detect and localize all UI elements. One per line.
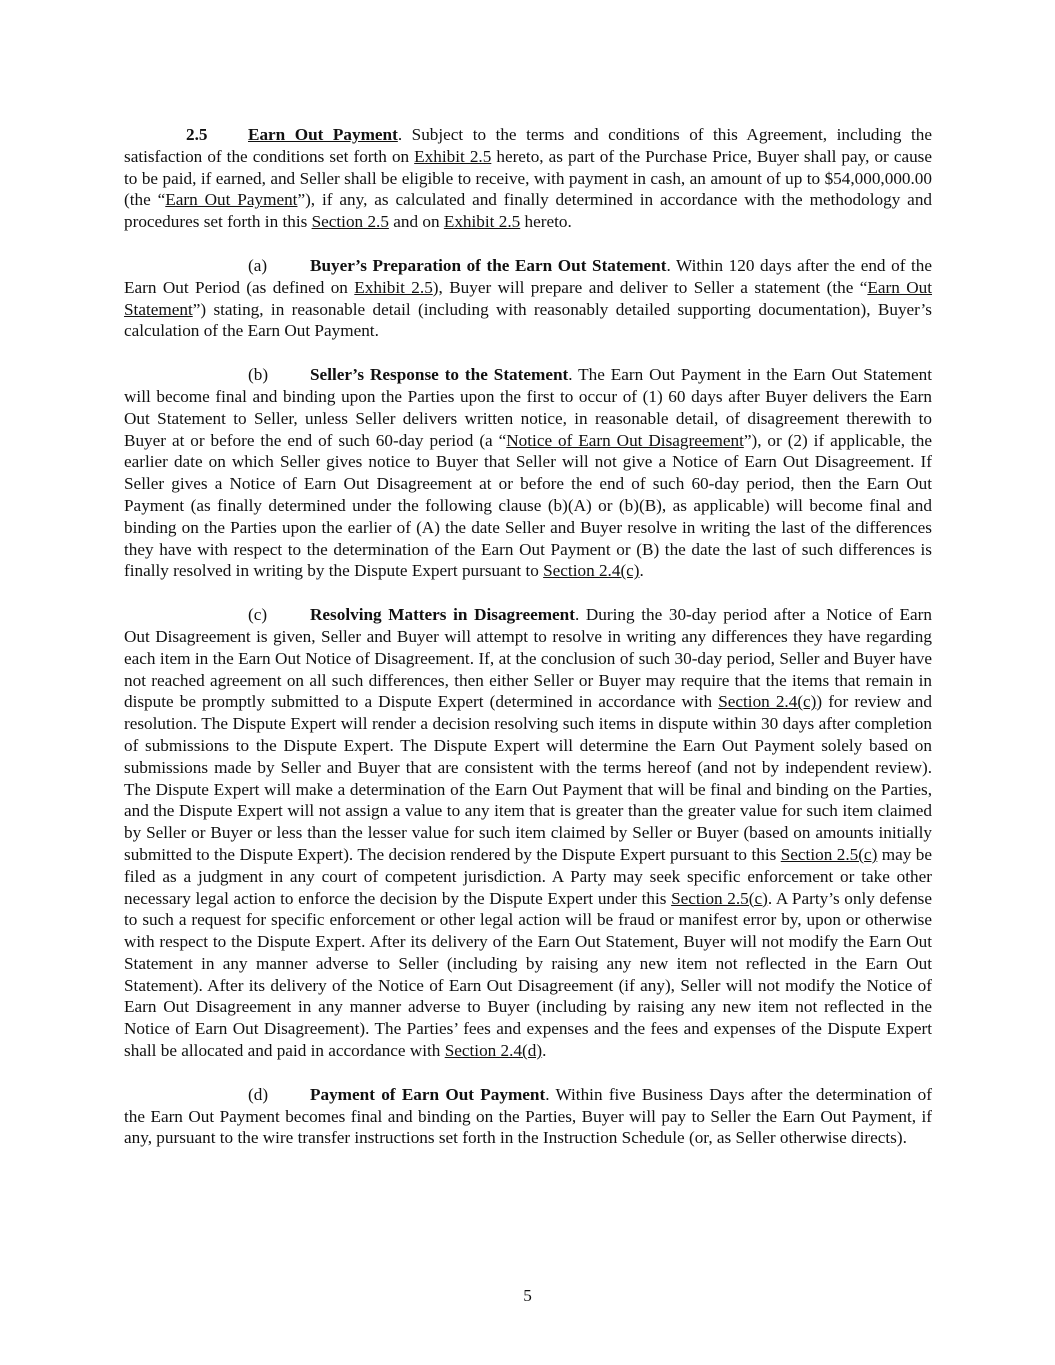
subsection-text: ”), or (2) if applicable, the earlier date on which Seller gives notice to Buyer that Seller will not give a Notice of Earn Out Disagreement. If Seller gives a Notice of Earn Out Disagreement at or before the end of such 60-day period, then the Earn Out Payment (as finally determined under the following clause (b)(A) or (b)(B), as applicable) will become final and binding on the Parties upon the earlier of (A) the date Seller and Buyer resolve in writing the last of the differences they have with respect to the determination of the Earn Out Payment or (B) the date the last of such differences is finally resolved in writing by the Dispute Expert pursuant to [124, 430, 932, 581]
subsection-text: . [639, 561, 644, 581]
subsection-c-paragraph [124, 604, 932, 1062]
subsection-d-paragraph [124, 1084, 932, 1149]
defined-term: Earn Out Payment [165, 190, 298, 210]
subsection-text: . Within 120 days after the end of the Earn Out Period (as defined on [124, 255, 932, 297]
subsection-a-paragraph [124, 255, 932, 342]
subsection-heading: Buyer’s Preparation of the Earn Out Statement [310, 255, 667, 275]
section-text: ”), if any, as calculated and finally determined in accordance with the methodology and procedures set forth in this [124, 190, 933, 232]
subsection-b-paragraph [124, 364, 932, 582]
section-text: . Subject to the terms and conditions of this Agreement, including the satisfaction of the conditions set forth on [124, 125, 932, 166]
subsection-text: . Within five Business Days after the determination of the Earn Out Payment becomes final and binding on the Parties, Buyer will pay to Seller the Earn Out Payment, if any, pursuant to the wire transfer instructions set forth in the Instruction Schedule (or, as Seller otherwise directs). [124, 1084, 933, 1148]
section-2-5-paragraph [124, 124, 932, 233]
subsection-heading: Seller’s Response to the Statement [310, 365, 569, 385]
cross-reference: Exhibit 2.5 [443, 212, 521, 232]
cross-reference: Exhibit 2.5 [414, 146, 492, 166]
cross-reference: Section 2.5(c) [780, 844, 878, 864]
subsection-text: ), Buyer will prepare and deliver to Seller a statement (the “ [432, 277, 868, 297]
subsection-label: (d) [248, 1084, 269, 1104]
subsection-label: (b) [248, 365, 269, 385]
defined-term: Notice of Earn Out Disagreement [506, 430, 744, 450]
cross-reference: Section 2.5 [311, 212, 389, 232]
section-text: hereto. [520, 212, 572, 232]
cross-reference: Section 2.5(c) [671, 888, 768, 908]
cross-reference: Exhibit 2.5 [354, 277, 433, 297]
document-page [124, 124, 932, 1171]
page-number: 5 [523, 1286, 532, 1305]
section-text: and on [388, 212, 444, 232]
subsection-text: ) for review and resolution. The Dispute Expert will render a decision resolving such items in dispute within 30 days after completion of submissions to the Dispute Expert. The Dispute Expert will determine the Earn Out Payment solely based on submissions made by Seller and Buyer that are consistent with the terms hereof (and not by independent review). The Dispute Expert will make a determination of the Earn Out Payment that will be final and binding on the Parties, and the Dispute Expert will not assign a value to any item that is greater than the greater value for such item claimed by Seller or Buyer or less than the lesser value for such item claimed by Seller or Buyer (based on amounts initially submitted to the Dispute Expert). The decision rendered by the Dispute Expert pursuant to this [124, 692, 932, 864]
subsection-text: . A Party’s only defense to such a request for specific enforcement or other legal action will be fraud or manifest error by, upon or otherwise with respect to the Dispute Expert. After its delivery of the Earn Out Statement, Buyer will not modify the Earn Out Statement in any manner adverse to Seller (including by raising any new item not reflected in the Earn Out Statement). After its delivery of the Notice of Earn Out Disagreement (if any), Seller will not modify the Notice of Earn Out Disagreement in any manner adverse to Buyer (including by raising any new item not reflected in the Notice of Earn Out Disagreement). The Parties’ fees and expenses and the fees and expenses of the Dispute Expert shall be allocated and paid in accordance with [124, 888, 932, 1061]
cross-reference: Section 2.4(c) [718, 692, 817, 712]
subsection-label: (c) [248, 605, 268, 625]
section-heading: Earn Out Payment [248, 125, 398, 144]
cross-reference: Section 2.4(c) [543, 561, 640, 581]
cross-reference: Section 2.4(d) [444, 1041, 543, 1061]
section-text: hereto, as part of the Purchase Price, Buyer shall pay, or cause to be paid, if earned, and Seller shall be eligible to receive, with payment in cash, an amount of up to $54,000,000.00 (the “ [124, 146, 932, 210]
subsection-text: may be filed as a judgment in any court of competent jurisdiction. A Party may seek specific enforcement or take other necessary legal action to enforce the decision by the Dispute Expert under this [124, 844, 932, 908]
section-number: 2.5 [186, 125, 208, 144]
subsection-label: (a) [248, 255, 268, 275]
subsection-text: ”) stating, in reasonable detail (including with reasonably detailed supporting documentation), Buyer’s calculation of the Earn Out Payment. [124, 299, 932, 341]
subsection-heading: Payment of Earn Out Payment [310, 1084, 546, 1104]
defined-term: Earn Out Statement [124, 277, 932, 319]
subsection-text: . The Earn Out Payment in the Earn Out Statement will become final and binding upon the Parties upon the first to occur of (1) 60 days after Buyer delivers the Earn Out Statement to Seller, unless Seller delivers written notice, in reasonable detail, of disagreement therewith to Buyer at or before the end of such 60-day period (a “ [124, 365, 932, 450]
subsection-heading: Resolving Matters in Disagreement [310, 605, 575, 625]
subsection-text: . [542, 1041, 547, 1061]
subsection-text: . During the 30-day period after a Notice of Earn Out Disagreement is given, Seller and Buyer will attempt to resolve in writing any differences they have regarding each item in the Earn Out Notice of Disagreement. If, at the conclusion of such 30-day period, Seller and Buyer have not reached agreement on all such differences, then either Seller or Buyer may require that the items that remain in dispute be promptly submitted to a Dispute Expert (determined in accordance with [124, 605, 933, 712]
